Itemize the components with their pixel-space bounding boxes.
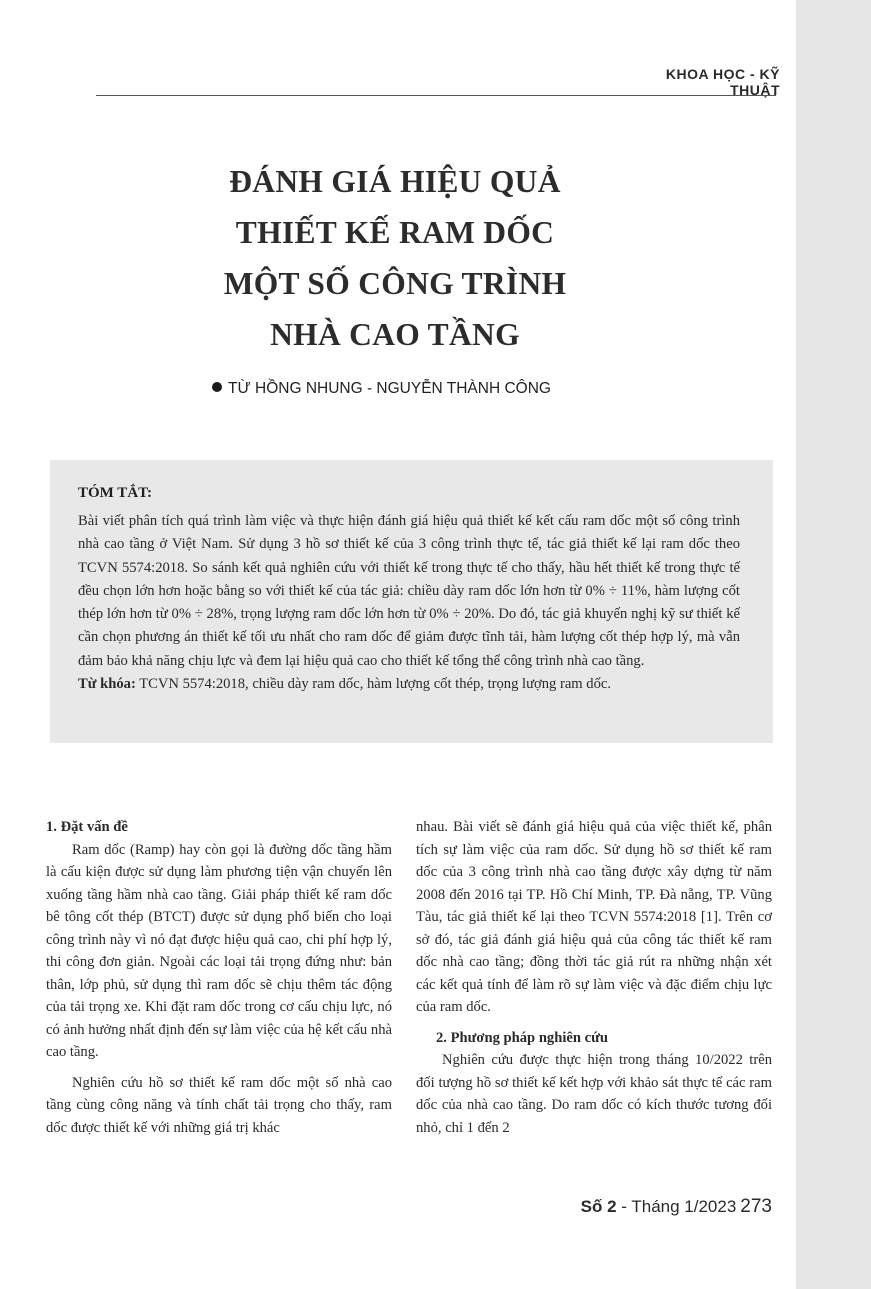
keywords: TCVN 5574:2018, chiều dày ram dốc, hàm lượng cốt thép, trọng lượng ram dốc. xyxy=(135,676,612,693)
title-line: THIẾT KẾ RAM DỐC xyxy=(235,215,555,250)
title-line: ĐÁNH GIÁ HIỆU QUẢ xyxy=(229,164,561,199)
left-column xyxy=(46,816,392,1139)
page-number: 273 xyxy=(740,1196,772,1217)
keywords-label: Từ khóa: xyxy=(78,676,136,693)
bullet-icon xyxy=(212,382,222,392)
page-footer xyxy=(540,1196,772,1218)
authors-line xyxy=(212,380,652,398)
issue-month: - Tháng 1/2023 xyxy=(616,1197,737,1216)
left-paragraph: Nghiên cứu hồ sơ thiết kế ram dốc một số nhà cao tầng cùng công năng và tính chất tải trọng cho thấy, ram dốc được thiết kế với những giá trị khác xyxy=(46,1074,392,1136)
left-paragraph: Ram dốc (Ramp) hay còn gọi là đường dốc tầng hầm là cấu kiện được sử dụng làm phương tiện vận chuyển lên xuống tầng hầm nhà cao tầng. Giải pháp thiết kế ram dốc bê tông cốt thép (BTCT) được sử dụng phổ biến cho loại công trình này vì nó đạt được hiệu quả cao, chi phí hợp lý, thi công đơn giản. Ngoài các loại tải trọng đứng như: bản thân, lớp phủ, sử dụng thì ram dốc sẽ chịu thêm tác động của tải trọng xe. Khi đặt ram dốc trong cơ cấu chịu lực, nó có ảnh hưởng nhất định đến sự làm việc của hệ kết cấu nhà cao tầng. xyxy=(46,841,392,1060)
article-title xyxy=(130,156,660,360)
title-line: MỘT SỐ CÔNG TRÌNH xyxy=(223,266,567,301)
abstract-text: Bài viết phân tích quá trình làm việc và thực hiện đánh giá hiệu quả thiết kế kết cấu ram dốc một số công trình nhà cao tầng ở Việt Nam. Sử dụng 3 hồ sơ thiết kế của 3 công trình thực tế, tác giả thiết kế lại ram dốc theo TCVN 5574:2018. So sánh kết quả nghiên cứu với thiết kế trong thực tế cho thấy, hầu hết thiết kế trong thực tế đều chọn lớn hơn hoặc bằng so với thiết kế của tác giả: chiều dày ram dốc lớn hơn từ 0% ÷ 11%, hàm lượng cốt thép lớn hơn từ 0% ÷ 28%, trọng lượng ram dốc lớn hơn từ 0% ÷ 20%. Do đó, tác giả khuyến nghị kỹ sư thiết kế cần chọn phương án thiết kế tối ưu nhất cho ram dốc để giảm được tĩnh tải, hàm lượng cốt thép hợp lý, mà vẫn đảm bảo khả năng chịu lực và đem lại hiệu quả cao cho thiết kế tổng thể công trình nhà cao tầng. xyxy=(78,513,740,669)
right-paragraph: Nghiên cứu được thực hiện trong tháng 10/2022 trên đối tượng hồ sơ thiết kế kết hợp với khảo sát thực tế các ram dốc của nhà cao tầng. Do ram dốc có kích thước tương đối nhỏ, chỉ 1 đến 2 xyxy=(416,1052,772,1136)
abstract-body xyxy=(78,510,740,696)
right-column xyxy=(416,816,772,1139)
journal-section-label: KHOA HỌC - KỸ THUẬT xyxy=(665,66,780,98)
issue-number: Số 2 xyxy=(580,1197,617,1216)
title-line: NHÀ CAO TẦNG xyxy=(270,317,520,352)
section-1-heading: 1. Đặt vấn đề xyxy=(46,819,128,835)
page-edge-strip xyxy=(796,0,871,1289)
section-2-heading: 2. Phương pháp nghiên cứu xyxy=(436,1029,608,1046)
right-paragraph: nhau. Bài viết sẽ đánh giá hiệu quả của việc thiết kế, phân tích sự làm việc của ram dốc. Sử dụng hồ sơ thiết kế ram dốc của 3 công trình nhà cao tầng được xây dựng từ năm 2008 đến 2016 tại TP. Hồ Chí Minh, TP. Đà nẵng, TP. Vũng Tàu, tác giả thiết kế lại theo TCVN 5574:2018 [1]. Trên cơ sở đó, tác giả đánh giá hiệu quả của công tác thiết kế ram dốc nhà cao tầng; đồng thời tác giả rút ra những nhận xét các kết quả tính để làm rõ sự làm việc và đặc điểm chịu lực của ram dốc. xyxy=(416,819,772,1015)
keywords-line xyxy=(78,673,740,696)
authors: TỪ HỒNG NHUNG - NGUYỄN THÀNH CÔNG xyxy=(228,380,551,397)
abstract-heading: TÓM TẮT: xyxy=(78,485,153,501)
header-rule xyxy=(96,95,776,96)
